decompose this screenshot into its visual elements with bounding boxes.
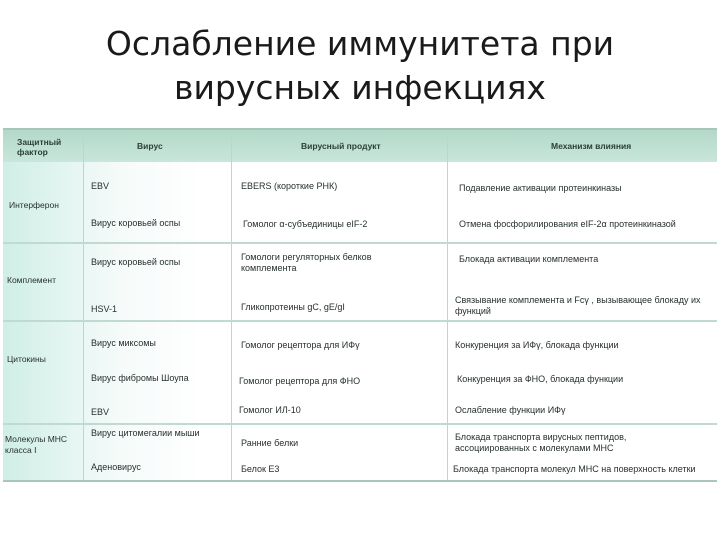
group-divider: [3, 423, 717, 425]
product-cell: Гомолог рецептора для ИФγ: [241, 340, 360, 350]
virus-cell: Вирус цитомегалии мыши: [91, 428, 200, 438]
factor-mhc: Молекулы МНС класса I: [5, 434, 68, 455]
column-divider: [447, 130, 448, 480]
mechanism-cell: Блокада активации комплемента: [459, 254, 599, 264]
mechanism-cell: Отмена фосфорилирования eIF-2α протеинкиназой: [459, 219, 676, 229]
virus-cell: EBV: [91, 407, 110, 417]
product-cell: Гомолог ИЛ-10: [239, 405, 301, 415]
group-divider: [3, 242, 717, 244]
mechanism-cell: Подавление активации протеинкиназы: [459, 183, 622, 193]
mechanism-cell: Связывание комплемента и Fcγ , вызывающее блокаду их функций: [455, 295, 701, 316]
virus-cell: Вирус фибромы Шоупа: [91, 373, 189, 383]
factor-interferon: Интерферон: [9, 200, 59, 210]
header-mechanism: Механизм влияния: [551, 141, 632, 151]
product-cell: Гомологи регуляторных белков комплемента: [241, 252, 372, 273]
virus-cell: Аденовирус: [91, 462, 141, 472]
group-divider: [3, 320, 717, 322]
virus-cell: Вирус коровьей оспы: [91, 218, 181, 228]
header-factor: Защитный фактор: [17, 137, 62, 157]
column-divider: [231, 130, 232, 480]
column-divider: [83, 130, 84, 480]
table-header: [3, 130, 717, 162]
title-line-2: вирусных инфекциях: [174, 68, 546, 107]
mechanism-cell: Конкуренция за ФНО, блокада функции: [457, 374, 624, 384]
product-cell: Гомолог рецептора для ФНО: [239, 376, 361, 386]
mechanism-cell: Блокада транспорта вирусных пептидов, ассоциированных с молекулами МНС: [455, 432, 627, 453]
header-product: Вирусный продукт: [301, 141, 381, 151]
product-cell: EBERS (короткие РНК): [241, 181, 338, 191]
page-title: [0, 22, 720, 110]
mechanism-cell: Конкуренция за ИФγ, блокада функции: [455, 340, 619, 350]
virus-cell: EBV: [91, 181, 110, 191]
product-cell: Белок Е3: [241, 464, 280, 474]
title-line-1: Ослабление иммунитета при: [105, 24, 615, 63]
virus-cell: Вирус коровьей оспы: [91, 257, 181, 267]
factor-complement: Комплемент: [7, 275, 56, 285]
product-cell: Гликопротеины gC, gE/gI: [241, 302, 345, 312]
header-virus: Вирус: [137, 141, 163, 151]
product-cell: Гомолог α-субъединицы eIF-2: [243, 219, 368, 229]
virus-cell: Вирус миксомы: [91, 338, 156, 348]
mechanism-cell: Блокада транспорта молекул МНС на поверхность клетки: [453, 464, 696, 474]
product-cell: Ранние белки: [241, 438, 299, 448]
mechanism-cell: Ослабление функции ИФγ: [455, 405, 566, 415]
immune-evasion-table: [3, 128, 717, 482]
factor-cytokines: Цитокины: [7, 354, 46, 364]
virus-cell: HSV-1: [91, 304, 118, 314]
